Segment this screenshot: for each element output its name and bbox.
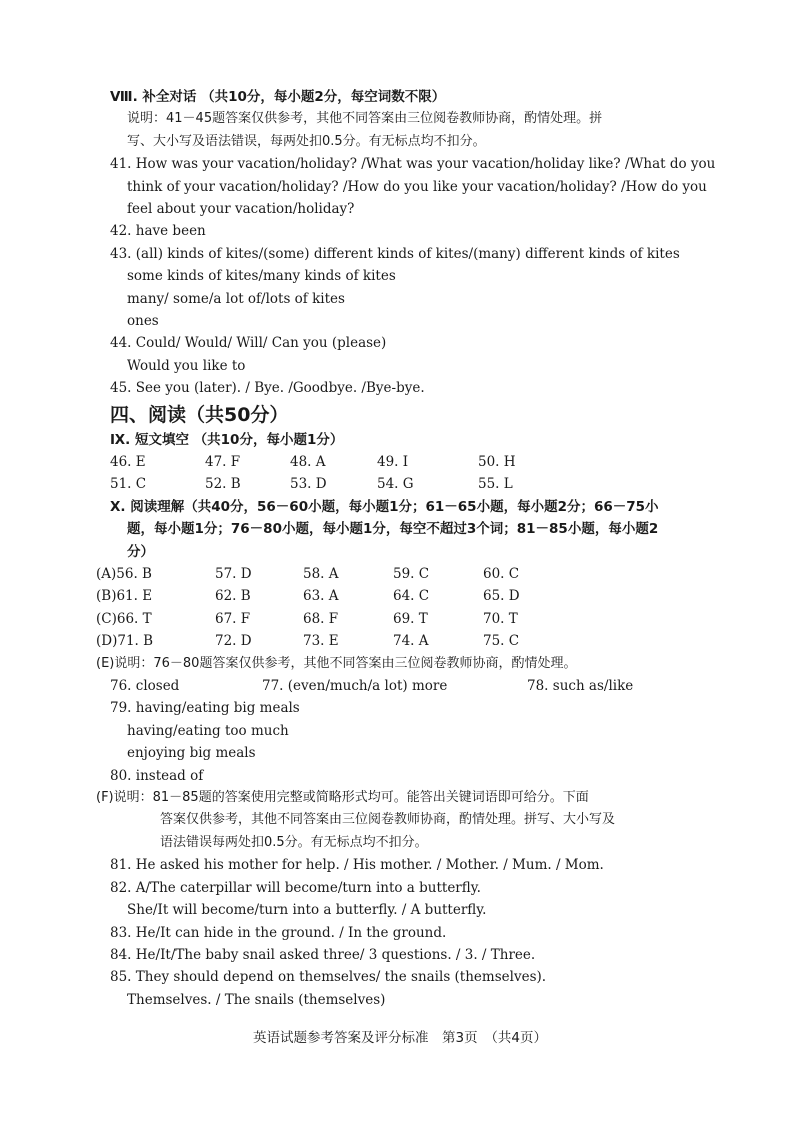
section8-heading: Ⅷ. 补全对话 （共10分，每小题2分，每空词数不限） — [110, 89, 446, 105]
answer-row — [0, 585, 800, 607]
section8-note-line: 写、大小写及语法错误，每两处扣0.5分。有无标点均不扣分。 — [127, 133, 486, 149]
answer-cell: 51. C — [110, 476, 147, 493]
answer-text: A/The caterpillar will become/turn into a butterfly. — [135, 879, 481, 896]
answer-cell: 46. E — [110, 454, 146, 471]
answer-79 — [0, 697, 800, 719]
answer-text: having/eating big meals — [135, 700, 300, 717]
section10-heading-cont: 分） — [127, 543, 154, 560]
item-number: 82. — [110, 879, 132, 896]
answer-43-cont: many/ some/a lot of/lots of kites — [127, 290, 345, 307]
item-number: 44. — [110, 335, 132, 352]
answer-cell: 55. L — [478, 476, 513, 493]
answer-cell: 49. I — [377, 454, 409, 471]
answer-cell: 67. F — [215, 610, 251, 627]
answer-text: (all) kinds of kites/(some) different kinds of kites/(many) different kinds of kites — [135, 245, 680, 262]
section10-e-note: (E)说明：76－80题答案仅供参考，其他不同答案由三位阅卷教师协商，酌情处理。 — [96, 655, 577, 671]
answer-80 — [0, 765, 800, 787]
answer-text: Could/ Would/ Will/ Can you (please) — [135, 335, 387, 352]
answer-cell: (D)71. B — [96, 633, 154, 650]
answer-42 — [0, 220, 800, 242]
answer-cell: (B)61. E — [96, 588, 153, 605]
answer-cell: 52. B — [205, 476, 241, 493]
answer-cell: 47. F — [205, 454, 241, 471]
answer-44 — [0, 332, 800, 354]
answer-43-cont: some kinds of kites/many kinds of kites — [127, 268, 396, 285]
item-number: 79. — [110, 700, 132, 717]
answer-text: instead of — [135, 767, 204, 784]
answer-41 — [0, 153, 800, 175]
answer-cell: 69. T — [393, 610, 428, 627]
answer-row — [0, 473, 800, 495]
section10-heading: Ⅹ. 阅读理解（共40分，56－60小题，每小题1分；61－65小题，每小题2分；66－75小 — [110, 498, 659, 515]
answer-cell: 68. F — [303, 610, 339, 627]
answer-cell: 53. D — [290, 476, 327, 493]
item-number: 80. — [110, 767, 132, 784]
answer-cell: (A)56. B — [96, 566, 152, 583]
section9-heading: Ⅸ. 短文填空 （共10分，每小题1分） — [110, 431, 344, 448]
answer-cell: 64. C — [393, 588, 430, 605]
item-number: 42. — [110, 223, 132, 240]
item-number: 43. — [110, 245, 132, 262]
answer-text: He asked his mother for help. / His mother. / Mother. / Mum. / Mom. — [135, 857, 604, 874]
answer-cell: 75. C — [483, 633, 520, 650]
answer-41-cont: think of your vacation/holiday? /How do you like your vacation/holiday? /How do you — [127, 178, 707, 195]
answer-85-cont: Themselves. / The snails (themselves) — [127, 991, 386, 1008]
answer-cell: 65. D — [483, 588, 520, 605]
answer-43-cont: ones — [127, 313, 159, 330]
item-number: 85. — [110, 969, 132, 986]
page-footer: 英语试题参考答案及评分标准 第3页 （共4页） — [253, 1030, 547, 1046]
answer-cell: 72. D — [215, 633, 252, 650]
answer-cell: 48. A — [290, 454, 326, 471]
answer-text: He/It can hide in the ground. / In the ground. — [135, 924, 447, 941]
answer-79-cont: having/eating too much — [127, 722, 289, 739]
item-number: 81. — [110, 857, 132, 874]
answer-44-cont: Would you like to — [127, 357, 246, 374]
answer-79-cont: enjoying big meals — [127, 745, 256, 762]
answer-text: He/It/The baby snail asked three/ 3 questions. / 3. / Three. — [135, 946, 536, 963]
answer-row — [0, 608, 800, 630]
section8-note-line: 说明：41－45题答案仅供参考，其他不同答案由三位阅卷教师协商，酌情处理。拼 — [127, 111, 603, 127]
answer-cell: (C)66. T — [96, 610, 152, 627]
answer-cell: 62. B — [215, 588, 251, 605]
answer-82-cont: She/It will become/turn into a butterfly. / A butterfly. — [127, 902, 487, 919]
answer-cell: 59. C — [393, 566, 430, 583]
answer-45 — [0, 377, 800, 399]
answer-text: have been — [135, 223, 206, 240]
answer-41-cont: feel about your vacation/holiday? — [127, 201, 355, 218]
answer-cell: 58. A — [303, 566, 339, 583]
answer-85 — [0, 966, 800, 988]
section4-title: 四、阅读（共50分） — [110, 403, 289, 426]
answer-cell: 73. E — [303, 633, 339, 650]
answer-cell: 50. H — [478, 454, 516, 471]
answer-cell: 63. A — [303, 588, 339, 605]
answer-81 — [0, 854, 800, 876]
answer-84 — [0, 944, 800, 966]
answer-83 — [0, 922, 800, 944]
answer-cell: 77. (even/much/a lot) more — [262, 678, 448, 695]
item-number: 84. — [110, 946, 132, 963]
section10-f-note: (F)说明：81－85题的答案使用完整或简略形式均可。能答出关键词语即可给分。下面 — [96, 790, 589, 806]
answer-cell: 70. T — [483, 610, 518, 627]
section10-f-note-cont: 语法错误每两处扣0.5分。有无标点均不扣分。 — [160, 834, 428, 850]
answer-cell: 74. A — [393, 633, 429, 650]
answer-cell: 57. D — [215, 566, 252, 583]
section10-f-note-cont: 答案仅供参考，其他不同答案由三位阅卷教师协商，酌情处理。拼写、大小写及 — [160, 812, 616, 828]
answer-text: They should depend on themselves/ the snails (themselves). — [135, 969, 547, 986]
answer-row — [0, 630, 800, 652]
item-number: 45. — [110, 380, 132, 397]
answer-cell: 76. closed — [110, 678, 180, 695]
answer-43 — [0, 243, 800, 265]
answer-cell: 78. such as/like — [527, 678, 634, 695]
answer-cell: 60. C — [483, 566, 520, 583]
answer-82 — [0, 877, 800, 899]
answer-key-page — [0, 86, 800, 1011]
answer-text: See you (later). / Bye. /Goodbye. /Bye-bye. — [135, 380, 425, 397]
answer-row — [0, 451, 800, 473]
answer-row — [0, 563, 800, 585]
section10-heading-cont: 题，每小题1分；76－80小题，每小题1分，每空不超过3个词；81－85小题，每小题2 — [127, 521, 659, 538]
answer-cell: 54. G — [377, 476, 414, 493]
answer-text: How was your vacation/holiday? /What was your vacation/holiday like? /What do you — [135, 156, 716, 173]
answer-row-76 — [0, 675, 800, 697]
item-number: 41. — [110, 156, 132, 173]
item-number: 83. — [110, 924, 132, 941]
